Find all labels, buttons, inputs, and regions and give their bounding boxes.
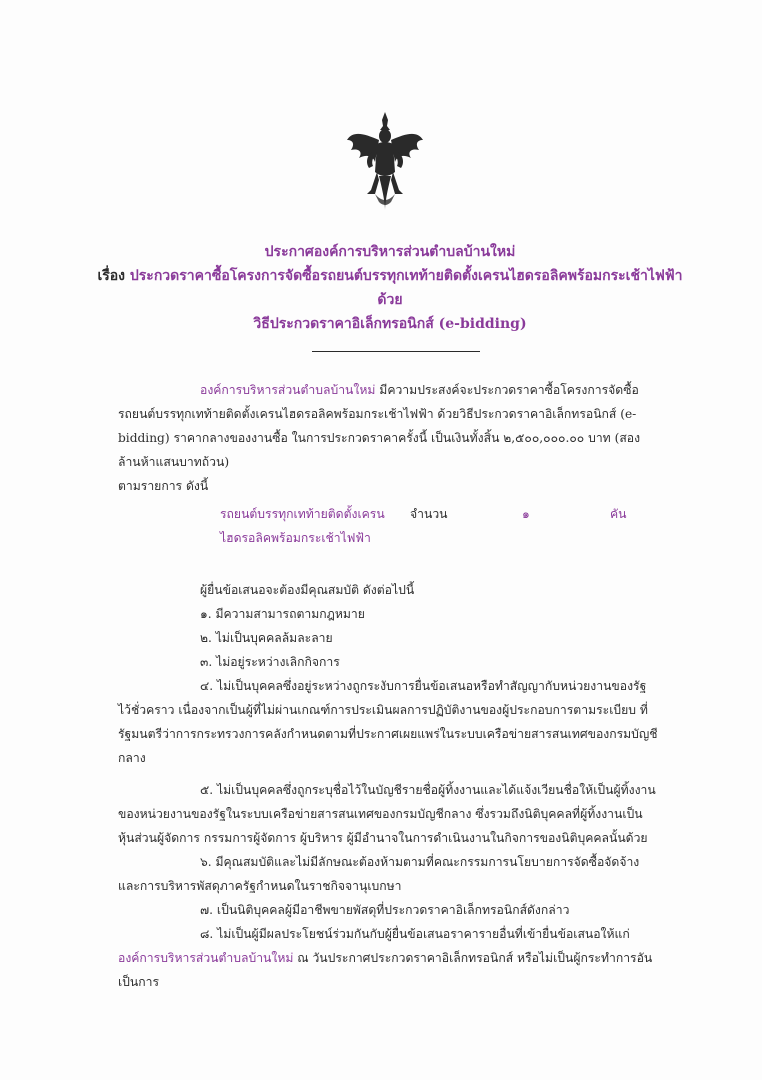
subject-text: ประกวดราคาซื้อโครงการจัดซื้อรถยนต์บรรทุกเทท้ายติดตั้งเครนไฮดรอลิคพร้อมกระเช้าไฟฟ้า ด้วย — [129, 268, 683, 308]
subject-prefix: เรื่อง — [97, 268, 126, 284]
intro-list-lead: ตามรายการ ดังนี้ — [118, 479, 209, 493]
qualifications-heading: ผู้ยื่นข้อเสนอจะต้องมีคุณสมบัติ ดังต่อไปนี้ — [200, 583, 415, 597]
garuda-emblem-icon — [345, 110, 425, 212]
announcement-title — [90, 240, 690, 336]
title-line-method: วิธีประกวดราคาอิเล็กทรอนิกส์ (e-bidding) — [253, 316, 527, 332]
item8-text-a: ๘. ไม่เป็นผู้มีผลประโยชน์ร่วมกันกับผู้ยื่นข้อเสนอราคารายอื่นที่เข้ายื่นข้อเสนอให้แก่ — [200, 927, 630, 941]
item8-text-b: ณ วันประกาศประกวดราคาอิเล็กทรอนิกส์ หรือไม่เป็นผู้กระทำการอันเป็นการ — [118, 951, 653, 989]
qualification-item: ๑. มีความสามารถตามกฎหมาย — [200, 607, 365, 621]
qualification-item: ๒. ไม่เป็นบุคคลล้มละลาย — [200, 631, 333, 645]
title-divider — [312, 351, 480, 352]
intro-paragraph — [118, 378, 658, 474]
item8-org: องค์การบริหารส่วนตำบลบ้านใหม่ — [118, 951, 294, 965]
announcement-body — [118, 378, 658, 994]
item-name-line1: รถยนต์บรรทุกเทท้ายติดตั้งเครน — [220, 507, 385, 521]
qualification-item: ๗. เป็นนิติบุคคลผู้มีอาชีพขายพัสดุที่ประกวดราคาอิเล็กทรอนิกส์ดังกล่าว — [200, 903, 570, 917]
intro-org: องค์การบริหารส่วนตำบลบ้านใหม่ — [200, 383, 376, 397]
qualification-item: ๕. ไม่เป็นบุคคลซึ่งถูกระบุชื่อไว้ในบัญชีรายชื่อผู้ทิ้งงานและได้แจ้งเวียนชื่อให้เป็นผู้ทิ้งงานของหน่วยงานของรัฐในระบบเครือข่ายสารสนเทศของกรมบัญชีกลาง ซึ่งรวมถึงนิติบุคคลที่ผู้ทิ้งงานเป็นหุ้นส่วนผู้จัดการ กรรมการผู้จัดการ ผู้บริหาร ผู้มีอำนาจในการดำเนินงานในกิจการของนิติบุคคลนั้นด้วย — [118, 783, 656, 845]
qualification-item: ๓. ไม่อยู่ระหว่างเลิกกิจการ — [200, 655, 340, 669]
item-unit: คัน — [610, 507, 627, 521]
title-line-org: ประกาศองค์การบริหารส่วนตำบลบ้านใหม่ — [264, 244, 516, 260]
item-qty: ๑ — [522, 507, 530, 521]
qualification-item: ๖. มีคุณสมบัติและไม่มีลักษณะต้องห้ามตามที่คณะกรรมการนโยบายการจัดซื้อจัดจ้างและการบริหารพัสดุภาครัฐกำหนดในราชกิจจานุเบกษา — [118, 855, 640, 893]
intro-text: มีความประสงค์จะประกวดราคาซื้อโครงการจัดซื้อรถยนต์บรรทุกเทท้ายติดตั้งเครนไฮดรอลิคพร้อมกระเช้าไฟฟ้า ด้วยวิธีประกวดราคาอิเล็กทรอนิกส์ (e-bidding) ราคากลางของงานซื้อ ในการประกวดราคาครั้งนี้ เป็นเงินทั้งสิ้น ๒,๕๐๐,๐๐๐.๐๐ บาท (สองล้านห้าแสนบาทถ้วน) — [118, 383, 641, 469]
title-line-subject — [90, 264, 690, 312]
item-name-line2: ไฮดรอลิคพร้อมกระเช้าไฟฟ้า — [220, 531, 371, 545]
qualification-item: ๔. ไม่เป็นบุคคลซึ่งอยู่ระหว่างถูกระงับการยื่นข้อเสนอหรือทำสัญญากับหน่วยงานของรัฐไว้ชั่วคราว เนื่องจากเป็นผู้ที่ไม่ผ่านเกณฑ์การประเมินผลการปฏิบัติงานของผู้ประกอบการตามระเบียบ ที่รัฐมนตรีว่าการกระทรวงการคลังกำหนดตามที่ประกาศเผยแพร่ในระบบเครือข่ายสารสนเทศของกรมบัญชีกลาง — [118, 679, 658, 765]
item-table — [220, 502, 658, 550]
qualification-item-8 — [118, 922, 658, 994]
item-qty-label: จำนวน — [410, 507, 448, 521]
